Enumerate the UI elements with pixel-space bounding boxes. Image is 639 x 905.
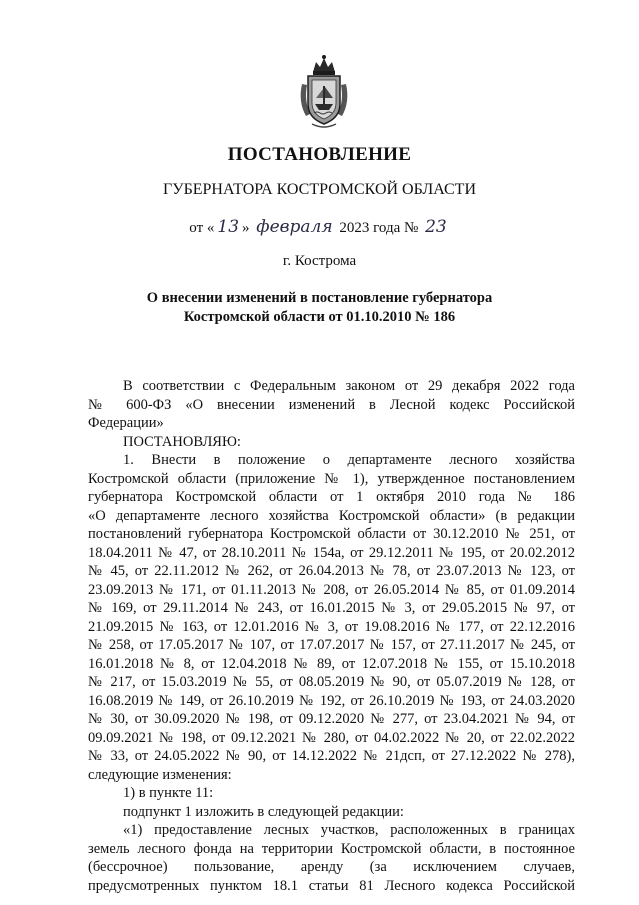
body-line: № 600-ФЗ «О внесении изменений в Лесной кодекс Российской [88, 396, 575, 413]
body-line: 16.01.2018 № 8, от 12.04.2018 № 89, от 12.07.2018 № 155, от 15.10.2018 [88, 655, 575, 672]
resolution-heading [0, 289, 639, 327]
body-line: земель лесного фонда на территории Костромской области, в постоянное [88, 840, 575, 857]
body-line: предусмотренных пунктом 18.1 статьи 81 Лесного кодекса Российской [88, 877, 575, 894]
handwritten-day: 13 [217, 217, 240, 237]
date-year: 2023 года № [339, 220, 419, 236]
body-line: 23.09.2013 № 171, от 01.11.2013 № 208, от 26.05.2014 № 85, от 01.09.2014 [88, 581, 575, 598]
body-line: следующие изменения: [88, 766, 232, 783]
body-line: № 217, от 15.03.2019 № 55, от 08.05.2019 № 90, от 05.07.2019 № 128, от [88, 674, 575, 690]
document-title: ПОСТАНОВЛЕНИЕ [227, 144, 412, 165]
date-line [0, 217, 639, 237]
city-line: г. Кострома [282, 253, 357, 269]
heading-line: Костромской области от 01.10.2010 № 186 [183, 309, 456, 325]
handwritten-number: 23 [425, 217, 447, 237]
body-line: «1) предоставление лесных участков, расположенных в границах [123, 822, 575, 838]
body-line: № 169, от 29.11.2014 № 243, от 16.01.2015 № 3, от 29.05.2015 № 97, от [88, 600, 575, 616]
heading-line: О внесении изменений в постановление губернатора [146, 290, 493, 306]
coat-of-arms-emblem [296, 54, 352, 130]
body-line: Федерации» [88, 415, 164, 431]
issuer-line: ГУБЕРНАТОРА КОСТРОМСКОЙ ОБЛАСТИ [162, 181, 476, 198]
body-line: № 45, от 22.11.2012 № 262, от 26.04.2013 № 78, от 23.07.2013 № 123, от [88, 563, 575, 579]
body-line: постановлений губернатора Костромской области от 30.12.2010 № 251, от [88, 526, 575, 542]
body-line: 09.09.2021 № 198, от 09.12.2021 № 280, от 04.02.2022 № 20, от 22.02.2022 [88, 729, 575, 746]
handwritten-month: февраля [256, 217, 333, 237]
body-line: 18.04.2011 № 47, от 28.10.2011 № 154а, от 29.12.2011 № 195, от 20.02.2012 [88, 544, 575, 561]
body-line: 1. Внести в положение о департаменте лесного хозяйства [123, 452, 575, 468]
body-line: подпункт 1 изложить в следующей редакции: [123, 803, 404, 820]
body-line: 21.09.2015 № 163, от 12.01.2016 № 3, от 19.08.2016 № 177, от 22.12.2016 [88, 618, 575, 635]
body-line: 1) в пункте 11: [123, 785, 214, 801]
document-body [88, 377, 575, 895]
date-mid: » [242, 220, 250, 236]
date-prefix: от « [189, 220, 215, 236]
body-line: губернатора Костромской области от 1 октября 2010 года № 186 [88, 489, 575, 505]
body-line: № 258, от 17.05.2017 № 107, от 17.07.2017 № 157, от 27.11.2017 № 245, от [88, 637, 575, 653]
body-line: № 30, от 30.09.2020 № 198, от 09.12.2020 № 277, от 23.04.2021 № 94, от [88, 711, 575, 727]
body-line: В соответствии с Федеральным законом от 29 декабря 2022 года [123, 378, 575, 394]
body-line: ПОСТАНОВЛЯЮ: [123, 433, 241, 450]
body-line: (бессрочное) пользование, аренду (за исключением случаев, [88, 859, 575, 875]
body-line: Костромской области (приложение № 1), утвержденное постановлением [88, 470, 575, 487]
body-line: «О департаменте лесного хозяйства Костромской области» (в редакции [88, 507, 575, 524]
body-line: № 33, от 24.05.2022 № 90, от 14.12.2022 № 21дсп, от 27.12.2022 № 278), [88, 748, 575, 764]
body-line: 16.08.2019 № 149, от 26.10.2019 № 192, от 26.10.2019 № 193, от 24.03.2020 [88, 692, 575, 709]
